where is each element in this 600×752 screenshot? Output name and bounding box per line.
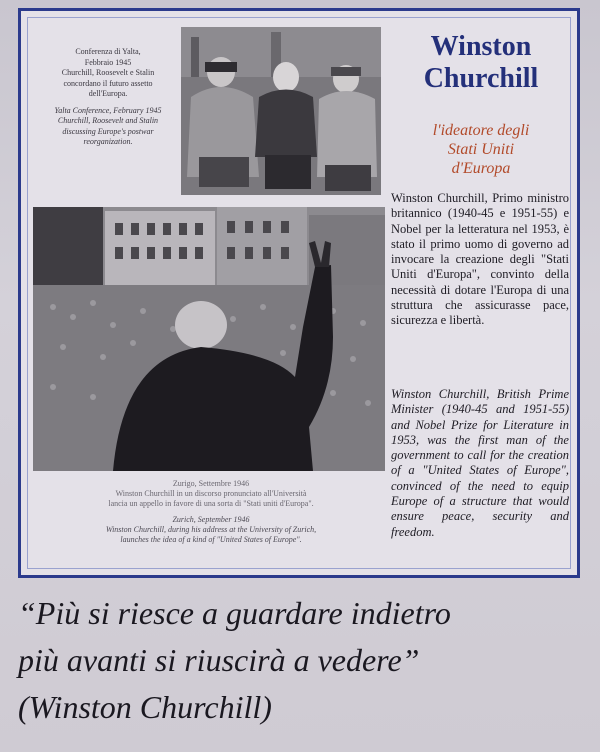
yalta-caption-it-3: Churchill, Roosevelt e Stalin	[61, 68, 155, 77]
zurich-caption-en-2: Winston Churchill, during his address at the University of Zurich,	[105, 525, 317, 534]
zurich-caption	[41, 479, 381, 545]
subtitle-line-2: Stati Uniti	[447, 141, 515, 158]
yalta-caption-en-3: discussing Europe's postwar	[62, 126, 154, 136]
title-line-1: Winston	[430, 31, 532, 62]
title-line-2: Churchill	[423, 63, 539, 94]
subtitle-line-3: d'Europa	[451, 160, 511, 177]
yalta-caption-en-1: Yalta Conference, February 1945	[54, 105, 162, 115]
body-text-italian: Winston Churchill, Primo ministro britannico (1940-45 e 1951-55) e Nobel per la letteratura nel 1953, è stato il primo uomo di governo ad invocare la creazione degli "Stati Uniti d'Europa", convinto della necessità di dotare l'Europa di una struttura che assicurasse pace, sicurezza e libertà.	[391, 191, 569, 328]
zurich-caption-it-3: lancia un appello in favore di una sorta di "Stati uniti d'Europa".	[108, 499, 314, 508]
quote-attribution: (Winston Churchill)	[18, 689, 272, 725]
yalta-caption	[45, 47, 171, 148]
subtitle-line-1: l'ideatore degli	[432, 122, 530, 139]
zurich-caption-en-3: launches the idea of a kind of "United States of Europe".	[120, 535, 302, 544]
yalta-caption-en	[45, 106, 171, 148]
zurich-speech-photo	[33, 207, 385, 471]
churchill-quote	[18, 590, 588, 731]
yalta-caption-it-4: concordano il futuro assetto	[63, 78, 153, 88]
yalta-caption-it-1: Conferenza di Yalta,	[75, 47, 141, 56]
exhibit-panel	[18, 8, 580, 578]
quote-line-2: più avanti si riuscirà a vedere”	[18, 642, 420, 678]
zurich-caption-en-1: Zurich, September 1946	[172, 515, 250, 524]
yalta-caption-it-2: Febbraio 1945	[84, 57, 132, 67]
zurich-caption-en	[41, 515, 381, 545]
quote-line-1: “Più si riesce a guardare indietro	[18, 595, 451, 631]
page-subtitle	[391, 121, 571, 178]
page-title	[391, 31, 571, 95]
zurich-caption-it-2: Winston Churchill in un discorso pronunciato all'Università	[115, 489, 307, 498]
zurich-caption-it-1: Zurigo, Settembre 1946	[172, 479, 250, 488]
yalta-caption-en-2: Churchill, Roosevelt and Stalin	[57, 116, 159, 125]
yalta-conference-photo	[181, 27, 381, 195]
yalta-caption-en-4: reorganization.	[83, 137, 133, 146]
body-text-english: Winston Churchill, British Prime Minister (1940-45 and 1951-55) and Nobel Prize for Literature in 1953, was the first man of the government to call for the creation of a "United States of Europe", convinced of the need to equip Europe of a structure that would ensure peace, security and freedom.	[391, 387, 569, 539]
yalta-caption-it-5: dell'Europa.	[88, 89, 128, 98]
